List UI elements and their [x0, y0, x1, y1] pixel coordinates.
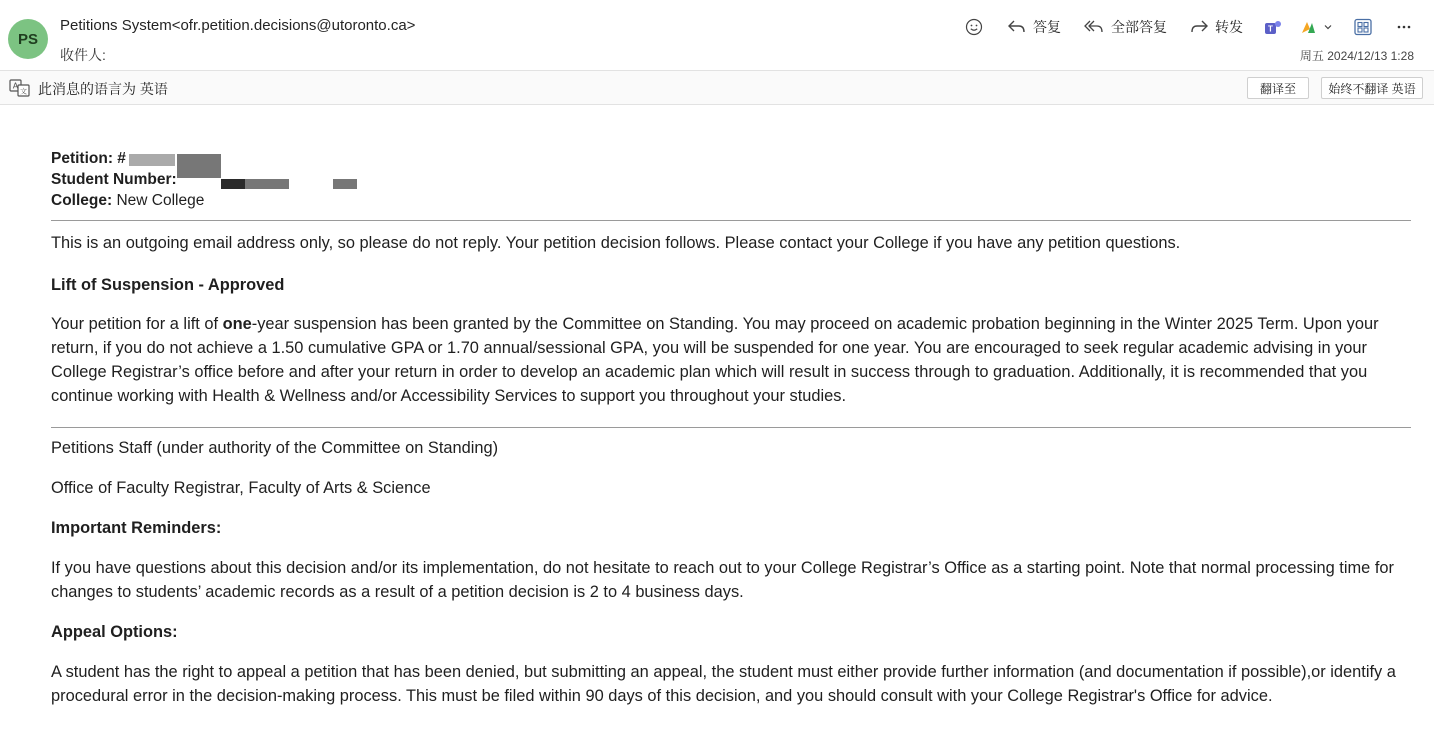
divider: [51, 220, 1411, 221]
forward-icon: [1189, 18, 1209, 36]
student-number-label: Student Number:: [51, 171, 177, 188]
translate-icon: [9, 78, 31, 103]
college-line: [51, 190, 1411, 211]
emoji-reaction-button[interactable]: [962, 18, 986, 36]
petition-label: Petition: #: [51, 150, 126, 167]
grid-view-icon: [1353, 18, 1373, 36]
decision-paragraph: [51, 312, 1411, 408]
message-datetime: 周五 2024/12/13 1:28: [1299, 49, 1414, 63]
never-translate-button[interactable]: 始终不翻译 英语: [1321, 77, 1423, 99]
forward-button[interactable]: [1186, 17, 1246, 37]
signature-staff: Petitions Staff (under authority of the Committee on Standing): [51, 439, 499, 457]
sender-name[interactable]: Petitions System<ofr.petition.decisions@utoronto.ca>: [60, 17, 416, 34]
redaction-block: [245, 179, 289, 189]
reply-icon: [1007, 18, 1027, 36]
reply-all-label: 全部答复: [1111, 19, 1167, 35]
student-number-line: [51, 169, 1411, 190]
signature-office: Office of Faculty Registrar, Faculty of Arts & Science: [51, 479, 431, 497]
smiley-icon: [965, 18, 983, 36]
translation-bar: [0, 70, 1434, 105]
ellipsis-icon: [1395, 18, 1413, 36]
sender-avatar[interactable]: PS: [8, 19, 48, 59]
forward-label: 转发: [1215, 19, 1243, 35]
apps-icon: [1299, 18, 1317, 36]
college-label: College:: [51, 192, 113, 209]
petition-number-line: [51, 148, 1411, 169]
decision-text-pre: Your petition for a lift of: [51, 315, 223, 333]
teams-icon: [1263, 18, 1283, 36]
recipient-label: 收件人:: [60, 47, 106, 63]
svg-text:文: 文: [20, 87, 27, 96]
no-reply-notice: This is an outgoing email address only, so please do not reply. Your petition decision follows. Please contact your College if you have any petition questions.: [51, 234, 1181, 252]
decision-text-post: -year suspension has been granted by the Committee on Standing. You may proceed on academic probation beginning in the Winter 2025 Term. Upon your return, if you do not achieve a 1.50 cumulative GPA or 1.70 annual/sessional GPA, you will be suspended for one year. You are encouraged to seek regular academic advising in your College Registrar’s office before and after your return in order to develop an academic plan which will result in success through to graduation. Additionally, it is recommended that you continue working with Health & Wellness and/or Accessibility Services to support you throughout your studies.: [51, 315, 1379, 405]
apps-dropdown-button[interactable]: [1296, 18, 1336, 36]
translation-message: 此消息的语言为 英语: [38, 81, 168, 97]
reply-button[interactable]: [1004, 17, 1064, 37]
appeal-paragraph: A student has the right to appeal a petition that has been denied, but submitting an appeal, the student must either provide further information (and documentation if possible),or identify a procedural error in the decision-making process. This must be filed within 90 days of this decision, and you should consult with your College Registrar's Office for advice.: [51, 663, 1396, 705]
divider: [51, 427, 1411, 428]
chevron-down-icon: [1323, 22, 1333, 32]
redaction-block: [333, 179, 357, 189]
svg-text:A: A: [12, 81, 19, 91]
appeal-title: Appeal Options:: [51, 623, 178, 641]
decision-title: Lift of Suspension - Approved: [51, 276, 285, 294]
college-value: New College: [116, 192, 205, 209]
immersive-reader-button[interactable]: [1350, 18, 1376, 36]
email-header: [0, 0, 1434, 68]
svg-text:T: T: [1268, 24, 1273, 34]
email-body: [51, 148, 1411, 708]
reminders-paragraph: If you have questions about this decision and/or its implementation, do not hesitate to reach out to your College Registrar’s Office as a starting point. Note that normal processing time for changes to students’ academic records as a result of a petition decision is 2 to 4 business days.: [51, 559, 1394, 601]
reply-all-button[interactable]: [1080, 17, 1170, 37]
message-toolbar: [962, 14, 1416, 40]
reply-label: 答复: [1033, 19, 1061, 35]
decision-text-bold: one: [222, 315, 252, 333]
reply-all-icon: [1083, 18, 1105, 36]
redaction-block: [129, 154, 175, 166]
redaction-block: [221, 179, 245, 189]
translate-to-button[interactable]: 翻译至: [1247, 77, 1309, 99]
teams-share-button[interactable]: [1260, 18, 1286, 36]
reminders-title: Important Reminders:: [51, 519, 222, 537]
more-actions-button[interactable]: [1392, 18, 1416, 36]
